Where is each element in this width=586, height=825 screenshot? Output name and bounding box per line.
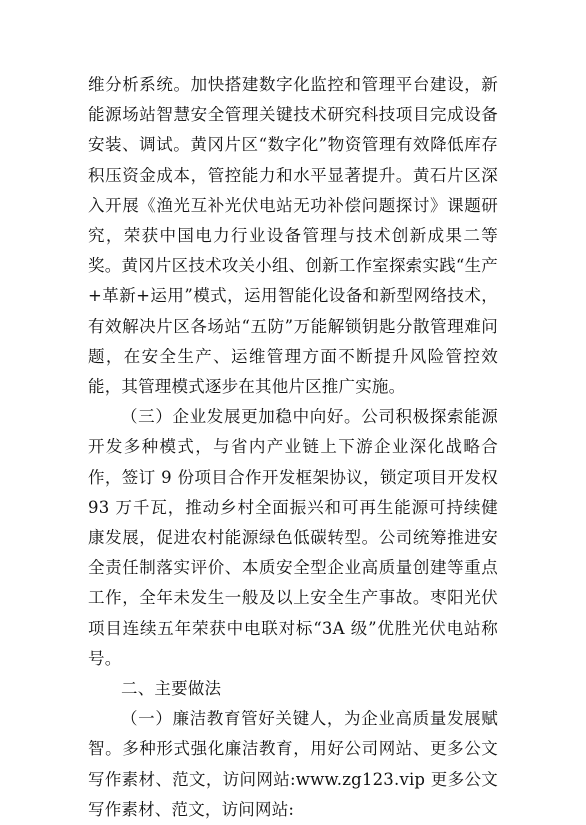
section-heading-main-practices: 二、主要做法 (121, 679, 222, 699)
document-body (88, 70, 498, 825)
paragraph-integrity-education: （一）廉洁教育管好关键人，为企业高质量发展赋智。多种形式强化廉洁教育，用好公司网站、更多公文写作素材、范文，访问网站:www.zg123.vip 更多公文写作素材、范文，访问网站: (88, 709, 498, 819)
paragraph-continuation: 维分析系统。加快搭建数字化监控和管理平台建设，新能源场站智慧安全管理关键技术研究科技项目完成设备安装、调试。黄冈片区“数字化”物资管理有效降低库存积压资金成本，管控能力和水平显著提升。黄石片区深入开展《渔光互补光伏电站无功补偿问题探讨》课题研究，荣获中国电力行业设备管理与技术创新成果二等奖。黄冈片区技术攻关小组、创新工作室探索实践“生产+革新+运用”模式，运用智能化设备和新型网络技术，有效解决片区各场站“五防”万能解锁钥匙分散管理难问题，在安全生产、运维管理方面不断提升风险管控效能，其管理模式逐步在其他片区推广实施。 (88, 75, 498, 397)
paragraph-enterprise-development: （三）企业发展更加稳中向好。公司积极探索能源开发多种模式，与省内产业链上下游企业深化战略合作，签订 9 份项目合作开发框架协议，锁定项目开发权 93 万千瓦，推动乡村全面振兴和可再生能源可持续健康发展，促进农村能源绿色低碳转型。公司统筹推进安全责任制落实评价、本质安全型企业高质量创建等重点工作，全年未发生一般及以上安全生产事故。枣阳光伏项目连续五年荣获中电联对标“3A 级”优胜光伏电站称号。 (88, 407, 498, 668)
